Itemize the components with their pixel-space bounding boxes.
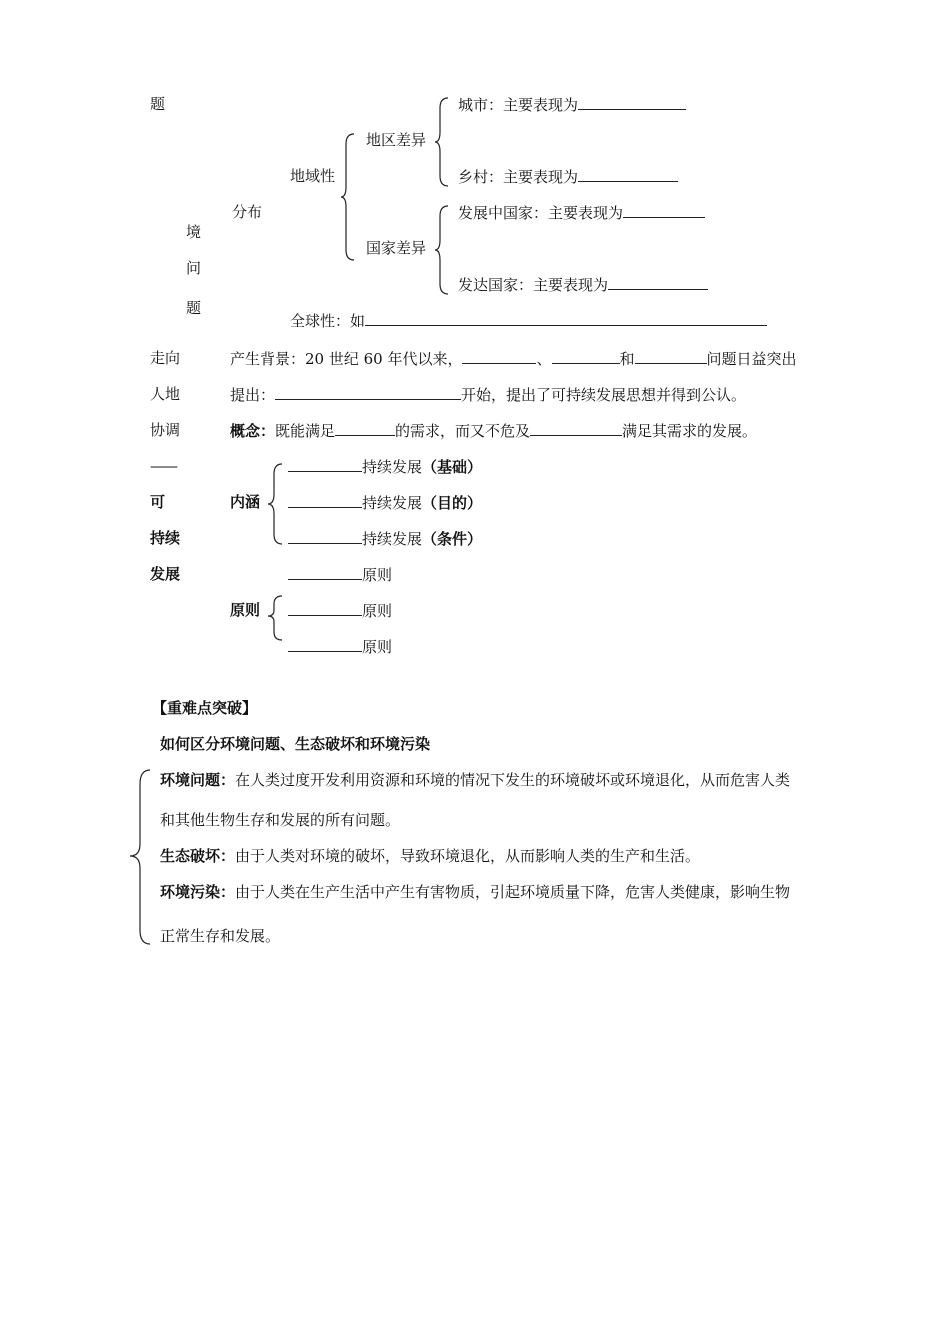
global-blank[interactable] (365, 310, 767, 326)
developing-blank[interactable] (623, 202, 705, 218)
yuanze-blank-3[interactable] (288, 636, 362, 652)
developing-line: 发展中国家：主要表现为 (458, 202, 705, 223)
pollution-line-2: 正常生存和发展。 (160, 927, 281, 945)
neihan-item-2: 持续发展（目的） (288, 492, 482, 513)
yuanze-item-2: 原则 (288, 600, 392, 621)
concept-line: 概念：既能满足 的需求，而又不危及 满足其需求的发展。 (230, 422, 758, 440)
title-char-ti: 题 (150, 95, 166, 113)
neihan-blank-3[interactable] (288, 528, 362, 544)
proposal-blank[interactable] (275, 384, 461, 400)
diqu-chayi-label: 地区差异 (366, 131, 427, 149)
guojia-chayi-label: 国家差异 (366, 239, 427, 257)
yuanze-item-3: 原则 (288, 636, 392, 657)
city-blank[interactable] (578, 94, 686, 110)
eco-damage-line: 生态破坏：由于人类对环境的破坏，导致环境退化，从而影响人类的生产和生活。 (160, 847, 701, 865)
concept-blank-2[interactable] (530, 420, 622, 436)
yuanze-blank-1[interactable] (288, 564, 362, 580)
side-fazhan: 发展 (150, 565, 181, 583)
side-chixu: 持续 (150, 529, 181, 547)
brace-diyuxing (340, 132, 356, 262)
yuanze-blank-2[interactable] (288, 600, 362, 616)
city-line: 城市：主要表现为 (458, 94, 686, 115)
env-problem-line-2: 和其他生物生存和发展的所有问题。 (160, 811, 401, 829)
breakthrough-subheading: 如何区分环境问题、生态破坏和环境污染 (160, 735, 431, 753)
neihan-label: 内涵 (230, 493, 261, 511)
side-ke: 可 (150, 493, 166, 511)
diyuxing-label: 地域性 (290, 167, 336, 185)
breakthrough-heading: 【重难点突破】 (152, 699, 258, 717)
yuanze-item-1: 原则 (288, 564, 392, 585)
concept-blank-1[interactable] (335, 420, 395, 436)
side-char-jing: 境 (186, 223, 202, 241)
village-blank[interactable] (578, 166, 678, 182)
background-blank-2[interactable] (552, 348, 620, 364)
side-char-wen: 问 (186, 259, 202, 277)
env-problem-line-1: 环境问题：在人类过度开发利用资源和环境的情况下发生的环境破坏或环境退化，从而危害人类 (160, 771, 791, 789)
side-zouxiang: 走向 (150, 349, 181, 367)
village-line: 乡村：主要表现为 (458, 166, 678, 187)
brace-diqu (434, 96, 450, 188)
brace-neihan (266, 462, 284, 546)
background-blank-3[interactable] (635, 348, 707, 364)
developed-blank[interactable] (608, 274, 708, 290)
background-blank-1[interactable] (462, 348, 536, 364)
side-xietiao: 协调 (150, 421, 181, 439)
background-line: 产生背景：20 世纪 60 年代以来， 、 和 问题日益突出 (230, 350, 797, 368)
pollution-line-1: 环境污染：由于人类在生产生活中产生有害物质，引起环境质量下降，危害人类健康，影响生物 (160, 883, 791, 901)
side-rendi: 人地 (150, 385, 181, 403)
neihan-blank-2[interactable] (288, 492, 362, 508)
proposal-line: 提出： 开始，提出了可持续发展思想并得到公认。 (230, 386, 747, 404)
brace-yuanze (266, 594, 284, 642)
neihan-item-1: 持续发展（基础） (288, 456, 482, 477)
side-dash: —— (150, 457, 176, 475)
yuanze-label: 原则 (230, 601, 261, 619)
developed-line: 发达国家：主要表现为 (458, 274, 708, 295)
fenbu-label: 分布 (232, 203, 263, 221)
brace-breakthrough (128, 768, 152, 946)
global-line: 全球性：如 (290, 310, 767, 331)
neihan-blank-1[interactable] (288, 456, 362, 472)
brace-guojia (434, 204, 450, 296)
neihan-item-3: 持续发展（条件） (288, 528, 482, 549)
side-char-ti: 题 (186, 299, 202, 317)
